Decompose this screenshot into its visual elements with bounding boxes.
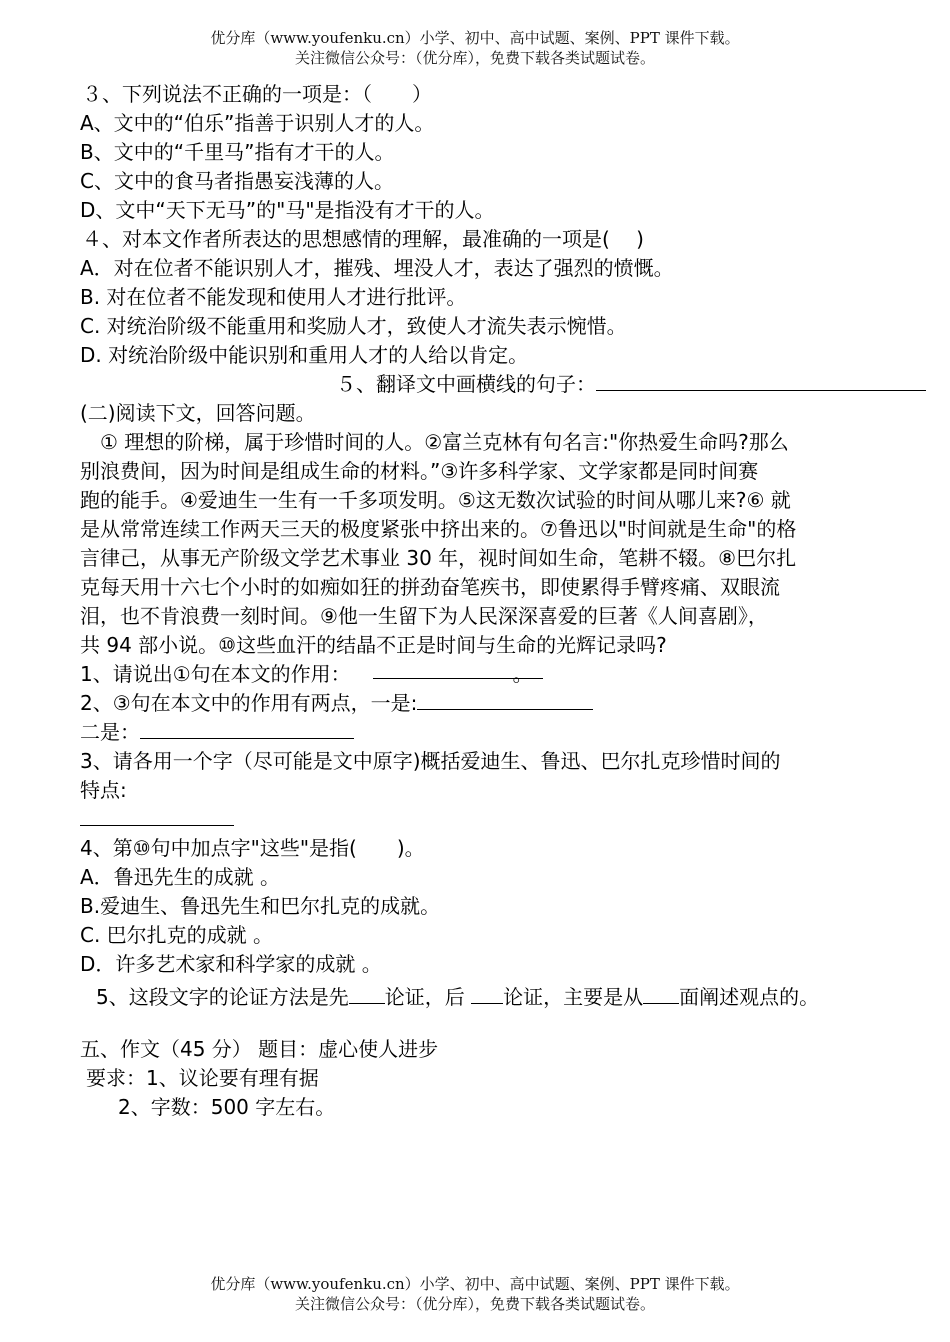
section2-title: (二)阅读下文，回答问题。 (80, 401, 316, 425)
q5-label: ５、翻译文中画横线的句子： (336, 372, 596, 396)
s2-q4-option-b: B.爱迪生、鲁迅先生和巴尔扎克的成就。 (80, 894, 441, 918)
q4-option-c: C. 对统治阶级不能重用和奖励人才，致使人才流失表示惋惜。 (80, 314, 627, 338)
s2-q5-blank-3[interactable] (643, 985, 679, 1004)
passage-line: 言律己，从事无产阶级文学艺术事业 30 年，视时间如生命，笔耕不辍。⑧巴尔扎 (80, 546, 797, 570)
header-line-1: 优分库（www.youfenku.cn）小学、初中、高中试题、案例、PPT 课件下载。 (210, 29, 740, 47)
passage-line: 跑的能手。④爱迪生一生有一千多项发明。⑤这无数次试验的时间从哪儿来?⑥ 就 (80, 488, 791, 512)
q3-option-a: A、文中的“伯乐”指善于识别人才的人。 (80, 111, 435, 135)
s2-q3-answer (80, 805, 234, 834)
s2-q2 (80, 689, 593, 718)
s2-q5 (96, 983, 819, 1012)
passage-line: 克每天用十六七个小时的如痴如狂的拼劲奋笔疾书，即使累得手臂疼痛、双眼流 (80, 575, 780, 599)
s2-q4-stem: 4、第⑩句中加点字"这些"是指( )。 (80, 836, 425, 860)
s2-q2-answer-blank-1[interactable] (417, 691, 593, 710)
passage-line: 别浪费间，因为时间是组成生命的材料。”③许多科学家、文学家都是同时间赛 (80, 459, 759, 483)
q3-option-d: D、文中“天下无马”的"马"是指没有才干的人。 (80, 198, 495, 222)
passage-line: ① 理想的阶梯，属于珍惜时间的人。②富兰克林有句名言:"你热爱生命吗?那么 (80, 430, 789, 454)
s2-q5-part-2: 论证，后 (384, 985, 472, 1009)
s2-q4-option-c: C. 巴尔扎克的成就 。 (80, 923, 274, 947)
q5-answer-blank[interactable] (596, 372, 926, 391)
q4-stem: ４、对本文作者所表达的思想感情的理解，最准确的一项是( ) (82, 227, 644, 251)
s2-q3-line-2: 特点: (80, 778, 127, 802)
s2-q1 (80, 660, 543, 689)
s2-q2b-label: 二是： (80, 720, 140, 744)
s2-q1-answer-blank[interactable] (373, 660, 543, 686)
q3-stem: ３、下列说法不正确的一项是：（ ） (82, 82, 432, 106)
q5-translate (336, 370, 926, 399)
s2-q4-option-a: A．鲁迅先生的成就 。 (80, 865, 281, 889)
q4-option-d: D. 对统治阶级中能识别和重用人才的人给以肯定。 (80, 343, 529, 367)
q3-option-b: B、文中的“千里马”指有才干的人。 (80, 140, 395, 164)
s2-q5-blank-2[interactable] (471, 985, 503, 1004)
s2-q1-label: 1、请说出①句在本文的作用： (80, 662, 351, 686)
composition-requirement-2: 2、字数：500 字左右。 (118, 1095, 336, 1119)
footer-line-1: 优分库（www.youfenku.cn）小学、初中、高中试题、案例、PPT 课件下载。 (210, 1275, 740, 1293)
s2-q1-end: 。 (512, 662, 533, 686)
s2-q2-answer-blank-2[interactable] (140, 720, 354, 739)
q3-option-c: C、文中的食马者指愚妄浅薄的人。 (80, 169, 394, 193)
footer-line-2: 关注微信公众号：（优分库），免费下载各类试题试卷。 (294, 1295, 655, 1313)
s2-q5-part-1: 5、这段文字的论证方法是先 (96, 985, 349, 1009)
s2-q5-blank-1[interactable] (349, 985, 385, 1004)
s2-q3-line-1: 3、请各用一个字（尽可能是文中原字)概括爱迪生、鲁迅、巴尔扎克珍惜时间的 (80, 749, 781, 773)
header-line-2: 关注微信公众号：（优分库），免费下载各类试题试卷。 (294, 49, 655, 67)
composition-requirement-1: 要求：1、议论要有理有据 (86, 1066, 319, 1090)
passage-line: 泪，也不肯浪费一刻时间。⑨他一生留下为人民深深喜爱的巨著《人间喜剧》， (80, 604, 768, 628)
s2-q3-answer-blank[interactable] (80, 807, 234, 826)
s2-q5-part-4: 面阐述观点的。 (679, 985, 820, 1009)
s2-q5-part-3: 论证，主要是从 (503, 985, 644, 1009)
s2-q4-option-d: D．许多艺术家和科学家的成就 。 (80, 952, 382, 976)
s2-q2b (80, 718, 354, 747)
q4-option-a: A．对在位者不能识别人才，摧残、埋没人才，表达了强烈的愤慨。 (80, 256, 674, 280)
passage-line: 共 94 部小说。⑩这些血汗的结晶不正是时间与生命的光辉记录吗? (80, 633, 667, 657)
s2-q2-label: 2、③句在本文中的作用有两点，一是: (80, 691, 418, 715)
passage-line: 是从常常连续工作两天三天的极度紧张中挤出来的。⑦鲁迅以"时间就是生命"的格 (80, 517, 797, 541)
composition-title: 五、作文（45 分） 题目：虚心使人进步 (80, 1037, 439, 1061)
q4-option-b: B. 对在位者不能发现和使用人才进行批评。 (80, 285, 467, 309)
